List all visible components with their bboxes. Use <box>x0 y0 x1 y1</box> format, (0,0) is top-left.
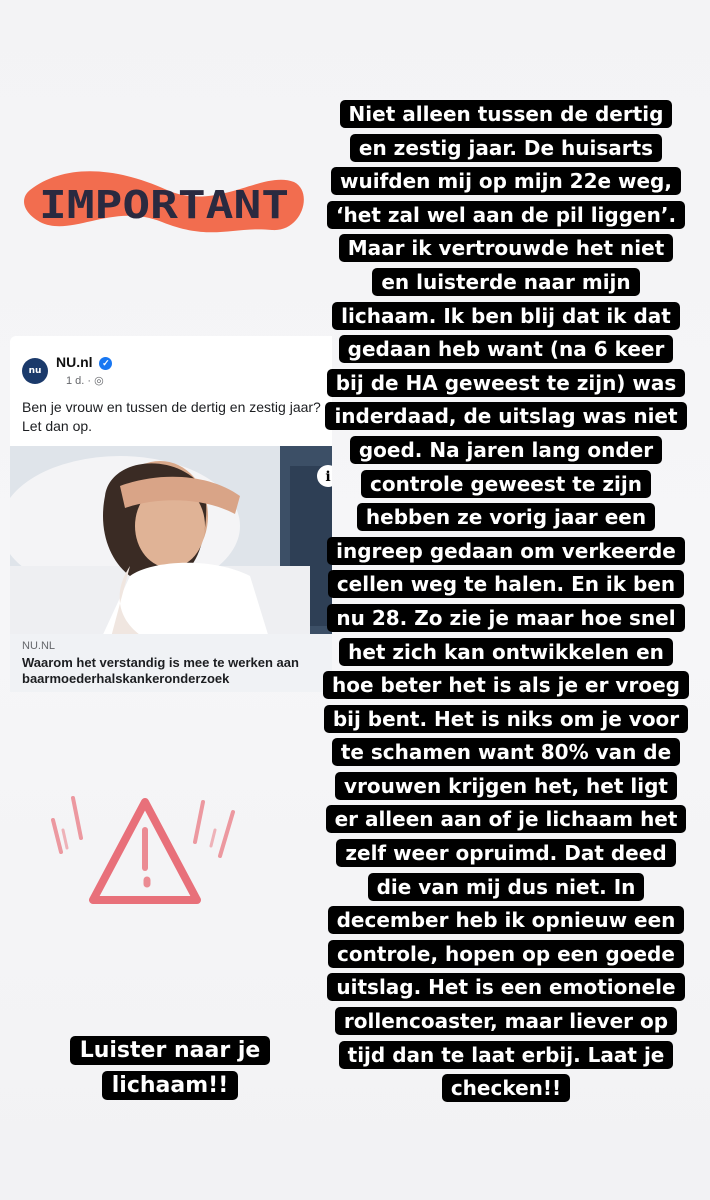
warning-triangle-icon <box>45 790 245 915</box>
caption-line: zelf weer opruimd. Dat deed <box>336 839 675 867</box>
caption-line: controle, hopen op een goede <box>328 940 684 968</box>
link-title[interactable] <box>22 655 332 687</box>
page-name[interactable] <box>56 354 112 370</box>
caption-line: lichaam. Ik ben blij dat ik dat <box>332 302 680 330</box>
post-time[interactable]: 1 d. <box>66 375 85 387</box>
post-image[interactable] <box>10 446 332 641</box>
caption-line: er alleen aan of je lichaam het <box>326 805 687 833</box>
listen-line-1: Luister naar je <box>70 1036 271 1065</box>
caption-line: cellen weg te halen. En ik ben <box>328 570 684 598</box>
verified-badge-icon: ✓ <box>99 357 112 370</box>
caption-line: vrouwen krijgen het, het ligt <box>335 772 677 800</box>
caption-line: nu 28. Zo zie je maar hoe snel <box>327 604 684 632</box>
caption-line: december heb ik opnieuw een <box>328 906 685 934</box>
caption-line: hoe beter het is als je er vroeg <box>323 671 689 699</box>
meta-separator: · <box>87 375 92 387</box>
caption-line: goed. Na jaren lang onder <box>350 436 662 464</box>
caption-line: en zestig jaar. De huisarts <box>350 134 662 162</box>
important-sticker-graphic <box>22 160 307 245</box>
caption-line: ingreep gedaan om verkeerde <box>327 537 685 565</box>
caption-line: controle geweest te zijn <box>361 470 651 498</box>
caption-line: Niet alleen tussen de dertig <box>340 100 673 128</box>
caption-line: ‘het zal wel aan de pil liggen’. <box>327 201 685 229</box>
caption-line: bij de HA geweest te zijn) was <box>327 369 686 397</box>
link-preview[interactable] <box>10 634 332 692</box>
warning-sticker <box>45 790 245 915</box>
important-sticker <box>22 160 307 245</box>
post-meta <box>66 374 104 387</box>
caption-line: het zich kan ontwikkelen en <box>339 638 673 666</box>
woman-covering-eyes-photo <box>10 446 332 641</box>
listen-caption <box>60 1033 280 1103</box>
caption-line: wuifden mij op mijn 22e weg, <box>331 167 681 195</box>
link-domain: NU.NL <box>22 640 56 652</box>
caption-line: bij bent. Het is niks om je voor <box>324 705 688 733</box>
caption-line: checken!! <box>442 1074 570 1102</box>
caption-line: hebben ze vorig jaar een <box>357 503 655 531</box>
caption-line: en luisterde naar mijn <box>372 268 639 296</box>
important-text: IMPORTANT <box>39 183 289 227</box>
caption-line: inderdaad, de uitslag was niet <box>325 402 686 430</box>
post-text: Ben je vrouw en tussen de dertig en zestig jaar? Let dan op. <box>22 399 321 434</box>
news-post-card[interactable] <box>10 336 332 692</box>
link-title-line1[interactable]: Waarom het verstandig is mee te werken aan <box>22 655 299 670</box>
caption-line: uitslag. Het is een emotionele <box>327 973 684 1001</box>
globe-icon: ◎ <box>94 375 104 387</box>
caption-line: rollencoaster, maar liever op <box>335 1007 677 1035</box>
caption-line: te schamen want 80% van de <box>332 738 680 766</box>
page-name-text[interactable]: NU.nl <box>56 354 93 370</box>
post-header <box>22 352 322 392</box>
caption-line: tijd dan te laat erbij. Laat je <box>339 1041 674 1069</box>
story-caption <box>310 98 702 1106</box>
listen-line-2: lichaam!! <box>102 1071 238 1100</box>
page-avatar[interactable]: nu <box>22 358 48 384</box>
caption-line: gedaan heb want (na 6 keer <box>339 335 674 363</box>
link-title-line2[interactable]: baarmoederhalskankeronderzoek <box>22 671 230 686</box>
caption-line: die van mij dus niet. In <box>368 873 645 901</box>
caption-line: Maar ik vertrouwde het niet <box>339 234 674 262</box>
info-icon[interactable]: i <box>325 469 331 485</box>
